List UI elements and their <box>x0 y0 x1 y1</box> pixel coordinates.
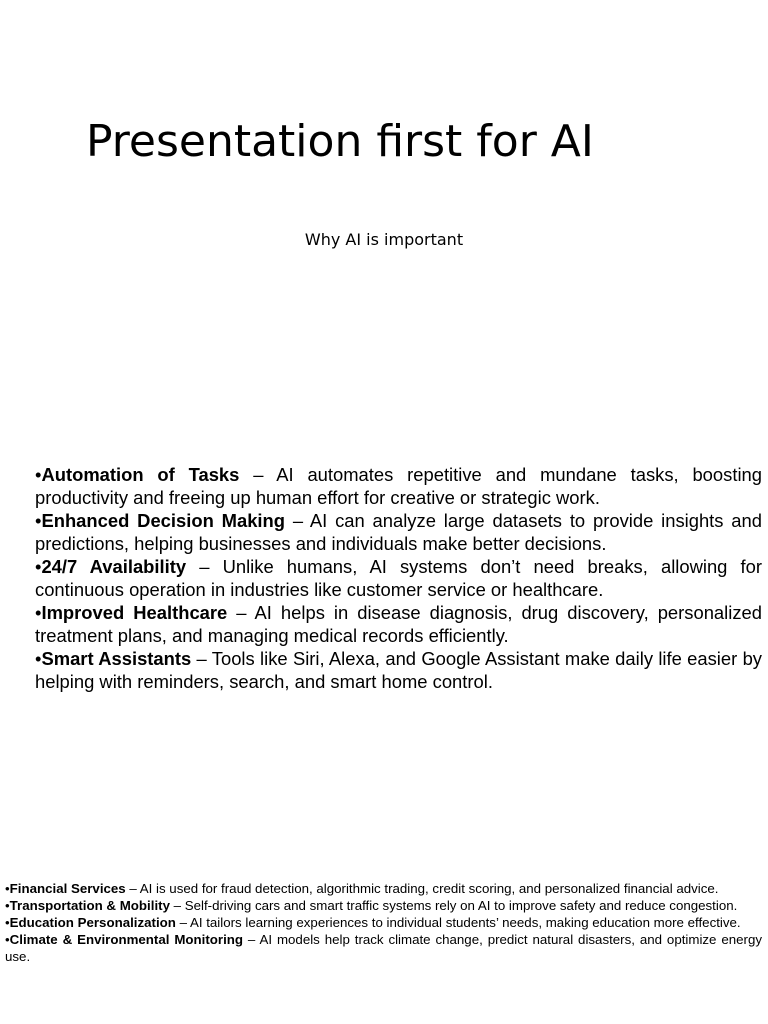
bullet-description: – Self-driving cars and smart traffic systems rely on AI to improve safety and reduce congestion. <box>169 898 738 913</box>
extra-bullet-item <box>5 931 762 965</box>
bullet-description: – AI models help track climate change, predict natural disasters, and optimize energy use. <box>5 932 762 964</box>
bullet-term: Education Personalization <box>9 915 176 930</box>
bullet-term: Smart Assistants <box>41 648 192 669</box>
bullet-term: Financial Services <box>9 881 126 896</box>
bullet-mark: • <box>35 556 42 577</box>
extra-bullet-item <box>5 914 762 931</box>
bullet-term: Climate & Environmental Monitoring <box>9 932 244 947</box>
bullet-description: – AI is used for fraud detection, algorithmic trading, credit scoring, and personalized financial advice. <box>125 881 719 896</box>
bullet-term: Improved Healthcare <box>41 602 228 623</box>
main-bullet-item <box>35 509 762 555</box>
bullet-mark: • <box>5 881 10 896</box>
main-bullet-item <box>35 647 762 693</box>
bullet-mark: • <box>35 648 42 669</box>
bullet-mark: • <box>35 510 42 531</box>
main-bullet-item <box>35 601 762 647</box>
slide-subtitle: Why AI is important <box>304 230 464 249</box>
bullet-mark: • <box>5 932 10 947</box>
extra-bullet-list <box>5 880 762 965</box>
bullet-mark: • <box>5 898 10 913</box>
bullet-description: – AI tailors learning experiences to individual students’ needs, making education more effective. <box>175 915 741 930</box>
main-bullet-list <box>35 463 762 693</box>
bullet-description: – AI can analyze large datasets to provide insights and predictions, helping businesses and individuals make better decisions. <box>35 510 762 554</box>
extra-bullet-item <box>5 880 762 897</box>
bullet-mark: • <box>35 464 42 485</box>
bullet-mark: • <box>35 602 42 623</box>
bullet-term: Enhanced Decision Making <box>41 510 285 531</box>
bullet-description: – Tools like Siri, Alexa, and Google Assistant make daily life easier by helping with reminders, search, and smart home control. <box>35 648 762 692</box>
bullet-description: – AI helps in disease diagnosis, drug discovery, personalized treatment plans, and managing medical records efficiently. <box>35 602 762 646</box>
bullet-term: Transportation & Mobility <box>9 898 170 913</box>
bullet-term: Automation of Tasks <box>41 464 240 485</box>
bullet-mark: • <box>5 915 10 930</box>
bullet-description: – AI automates repetitive and mundane tasks, boosting productivity and freeing up human effort for creative or strategic work. <box>35 464 762 508</box>
bullet-description: – Unlike humans, AI systems don’t need breaks, allowing for continuous operation in industries like customer service or healthcare. <box>35 556 762 600</box>
extra-bullet-item <box>5 897 762 914</box>
slide-title: Presentation first for AI <box>86 116 594 167</box>
bullet-term: 24/7 Availability <box>41 556 187 577</box>
main-bullet-item <box>35 555 762 601</box>
main-bullet-item <box>35 463 762 509</box>
